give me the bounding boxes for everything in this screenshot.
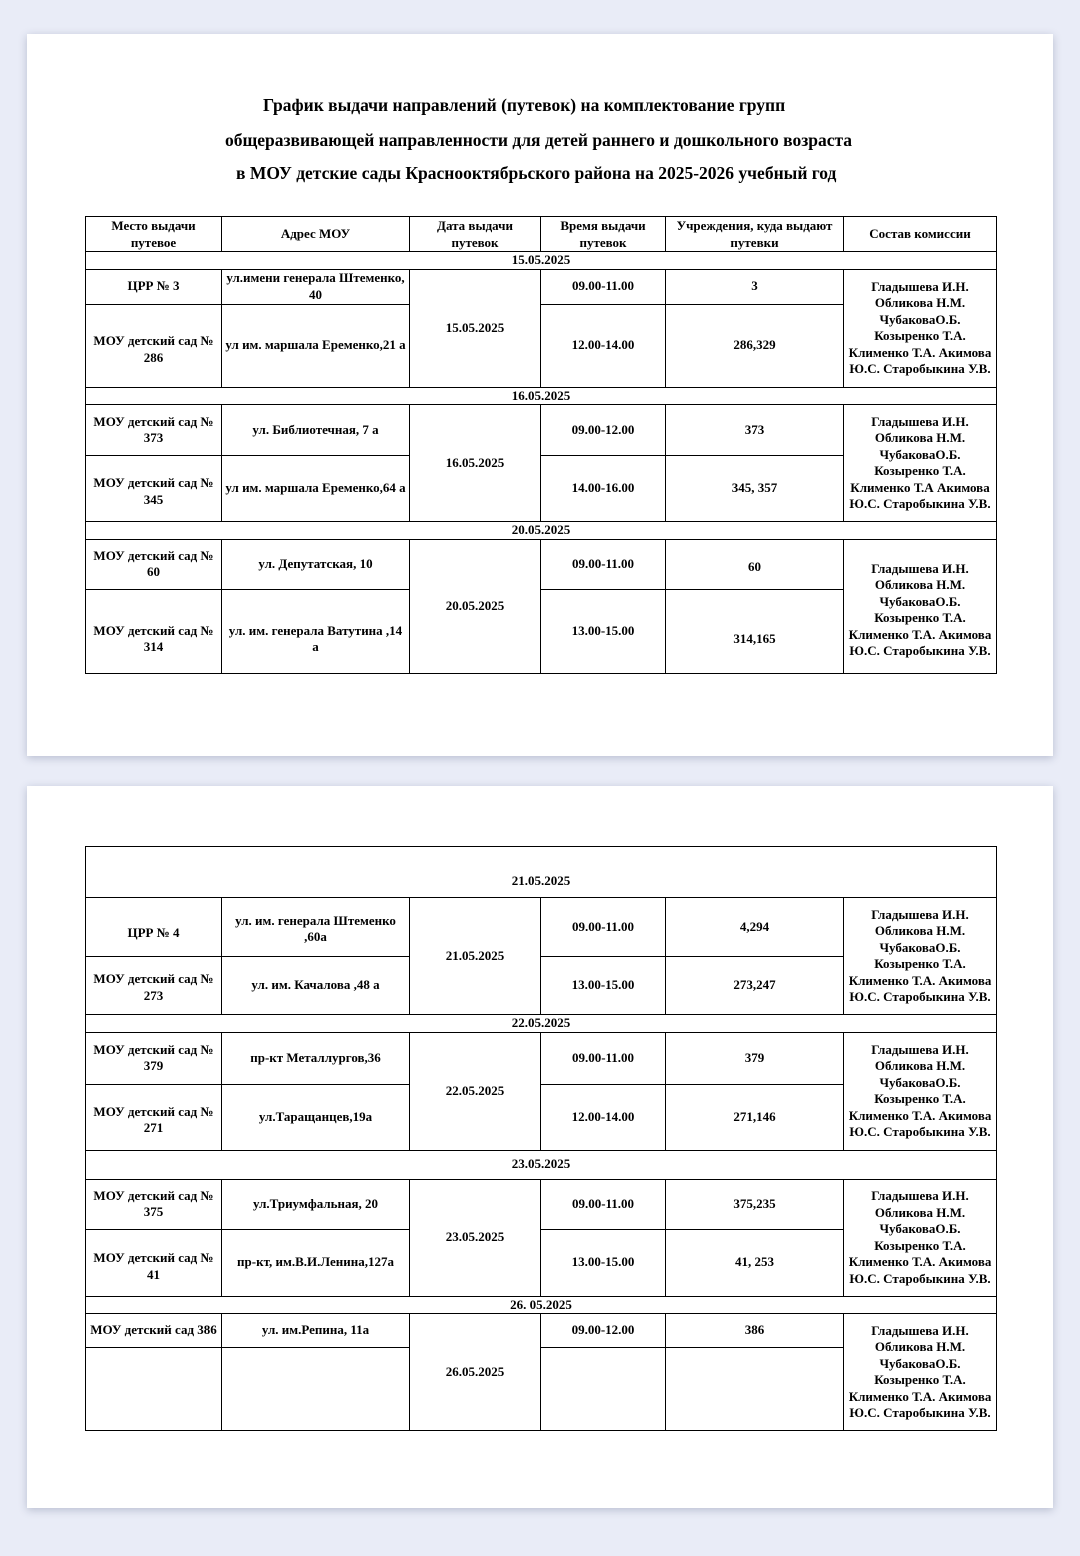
institutions-cell: 386 — [666, 1314, 844, 1348]
time-cell: 12.00-14.00 — [541, 1084, 666, 1150]
date-heading: 20.05.2025 — [86, 522, 997, 540]
table-row — [86, 1314, 997, 1348]
time-cell: 09.00-11.00 — [541, 539, 666, 589]
title-line-3: в МОУ детские сады Краснооктябрьского района на 2025-2026 учебный год — [236, 163, 837, 183]
time-cell: 13.00-15.00 — [541, 1229, 666, 1296]
table-row — [86, 539, 997, 589]
title-line-2: общеразвивающей направленности для детей раннего и дошкольного возраста — [225, 130, 853, 150]
place-cell: ЦРР № 3 — [86, 269, 222, 304]
time-cell: 12.00-14.00 — [541, 304, 666, 387]
schedule-table-page-2 — [85, 846, 997, 1431]
address-cell: ул.Таращанцев,19а — [222, 1084, 410, 1150]
table-header-row — [86, 217, 997, 252]
title-line-1: График выдачи направлений (путевок) на комплектование групп — [263, 95, 786, 115]
institutions-cell: 286,329 — [666, 304, 844, 387]
time-cell: 09.00-12.00 — [541, 405, 666, 456]
commission-cell: Гладышева И.Н. Обликова Н.М. ЧубаковаО.Б. Козыренко Т.А. Клименко Т.А. Акимова Ю.С. Старобыкина У.В. — [844, 898, 997, 1015]
address-cell: пр-кт, им.В.И.Ленина,127а — [222, 1229, 410, 1296]
commission-cell: Гладышева И.Н. Обликова Н.М. ЧубаковаО.Б. Козыренко Т.А. Клименко Т.А. Акимова Ю.С. Старобыкина У.В. — [844, 269, 997, 387]
date-cell: 15.05.2025 — [410, 269, 541, 387]
institutions-cell: 314,165 — [666, 589, 844, 673]
commission-cell: Гладышева И.Н. Обликова Н.М. ЧубаковаО.Б. Козыренко Т.А. Клименко Т.А. Акимова Ю.С. Старобыкина У.В. — [844, 539, 997, 673]
address-cell: ул.Триумфальная, 20 — [222, 1179, 410, 1229]
time-cell: 09.00-11.00 — [541, 1179, 666, 1229]
table-row — [86, 405, 997, 456]
table-row — [86, 269, 997, 304]
address-cell: ул. им.Репина, 11а — [222, 1314, 410, 1348]
place-cell: МОУ детский сад № 345 — [86, 456, 222, 522]
time-cell: 09.00-11.00 — [541, 898, 666, 957]
time-cell: 09.00-12.00 — [541, 1314, 666, 1348]
address-cell: ул. им. Качалова ,48 а — [222, 957, 410, 1015]
date-cell: 20.05.2025 — [410, 539, 541, 673]
place-cell: МОУ детский сад № 314 — [86, 589, 222, 673]
institutions-cell: 41, 253 — [666, 1229, 844, 1296]
date-cell: 16.05.2025 — [410, 405, 541, 522]
address-cell: пр-кт Металлургов,36 — [222, 1032, 410, 1084]
header-time: Время выдачи путевок — [541, 217, 666, 252]
institutions-cell: 60 — [666, 539, 844, 589]
date-heading: 26. 05.2025 — [86, 1296, 997, 1314]
date-heading: 22.05.2025 — [86, 1015, 997, 1033]
place-cell: МОУ детский сад № 375 — [86, 1179, 222, 1229]
date-heading: 15.05.2025 — [86, 252, 997, 270]
table-row — [86, 1179, 997, 1229]
institutions-cell: 373 — [666, 405, 844, 456]
institutions-cell: 375,235 — [666, 1179, 844, 1229]
commission-cell: Гладышева И.Н. Обликова Н.М. ЧубаковаО.Б. Козыренко Т.А. Клименко Т.А. Акимова Ю.С. Старобыкина У.В. — [844, 1032, 997, 1150]
institutions-cell: 273,247 — [666, 957, 844, 1015]
institutions-cell — [666, 1348, 844, 1431]
date-heading: 23.05.2025 — [86, 1150, 997, 1179]
date-cell: 22.05.2025 — [410, 1032, 541, 1150]
date-cell: 23.05.2025 — [410, 1179, 541, 1296]
header-place: Место выдачи путевое — [86, 217, 222, 252]
place-cell: МОУ детский сад № 286 — [86, 304, 222, 387]
place-cell: МОУ детский сад № 41 — [86, 1229, 222, 1296]
table-row — [86, 898, 997, 957]
time-cell: 09.00-11.00 — [541, 269, 666, 304]
header-address: Адрес МОУ — [222, 217, 410, 252]
document-page-1 — [27, 34, 1053, 756]
commission-cell: Гладышева И.Н. Обликова Н.М. ЧубаковаО.Б. Козыренко Т.А. Клименко Т.А. Акимова Ю.С. Старобыкина У.В. — [844, 1179, 997, 1296]
address-cell: ул им. маршала Еременко,21 а — [222, 304, 410, 387]
date-heading: 21.05.2025 — [86, 847, 997, 898]
address-cell: ул. им. генерала Ватутина ,14 а — [222, 589, 410, 673]
header-commission: Состав комиссии — [844, 217, 997, 252]
document-page-2 — [27, 786, 1053, 1508]
institutions-cell: 345, 357 — [666, 456, 844, 522]
place-cell: МОУ детский сад № 373 — [86, 405, 222, 456]
institutions-cell: 4,294 — [666, 898, 844, 957]
institutions-cell: 379 — [666, 1032, 844, 1084]
commission-cell: Гладышева И.Н. Обликова Н.М. ЧубаковаО.Б. Козыренко Т.А. Клименко Т.А Акимова Ю.С. Старобыкина У.В. — [844, 405, 997, 522]
address-cell: ул. им. генерала Штеменко ,60а — [222, 898, 410, 957]
place-cell: МОУ детский сад 386 — [86, 1314, 222, 1348]
time-cell: 14.00-16.00 — [541, 456, 666, 522]
commission-cell: Гладышева И.Н. Обликова Н.М. ЧубаковаО.Б. Козыренко Т.А. Клименко Т.А. Акимова Ю.С. Старобыкина У.В. — [844, 1314, 997, 1431]
place-cell: ЦРР № 4 — [86, 898, 222, 957]
date-cell: 26.05.2025 — [410, 1314, 541, 1431]
table-row — [86, 1032, 997, 1084]
header-date: Дата выдачи путевок — [410, 217, 541, 252]
address-cell: ул. Библиотечная, 7 а — [222, 405, 410, 456]
date-heading: 16.05.2025 — [86, 387, 997, 405]
place-cell: МОУ детский сад № 60 — [86, 539, 222, 589]
time-cell — [541, 1348, 666, 1431]
place-cell: МОУ детский сад № 271 — [86, 1084, 222, 1150]
address-cell: ул.имени генерала Штеменко, 40 — [222, 269, 410, 304]
header-institutions: Учреждения, куда выдают путевки — [666, 217, 844, 252]
time-cell: 13.00-15.00 — [541, 957, 666, 1015]
schedule-table-page-1 — [85, 216, 997, 674]
institutions-cell: 271,146 — [666, 1084, 844, 1150]
place-cell — [86, 1348, 222, 1431]
address-cell — [222, 1348, 410, 1431]
place-cell: МОУ детский сад № 379 — [86, 1032, 222, 1084]
time-cell: 09.00-11.00 — [541, 1032, 666, 1084]
place-cell: МОУ детский сад № 273 — [86, 957, 222, 1015]
date-cell: 21.05.2025 — [410, 898, 541, 1015]
time-cell: 13.00-15.00 — [541, 589, 666, 673]
address-cell: ул. Депутатская, 10 — [222, 539, 410, 589]
address-cell: ул им. маршала Еременко,64 а — [222, 456, 410, 522]
institutions-cell: 3 — [666, 269, 844, 304]
